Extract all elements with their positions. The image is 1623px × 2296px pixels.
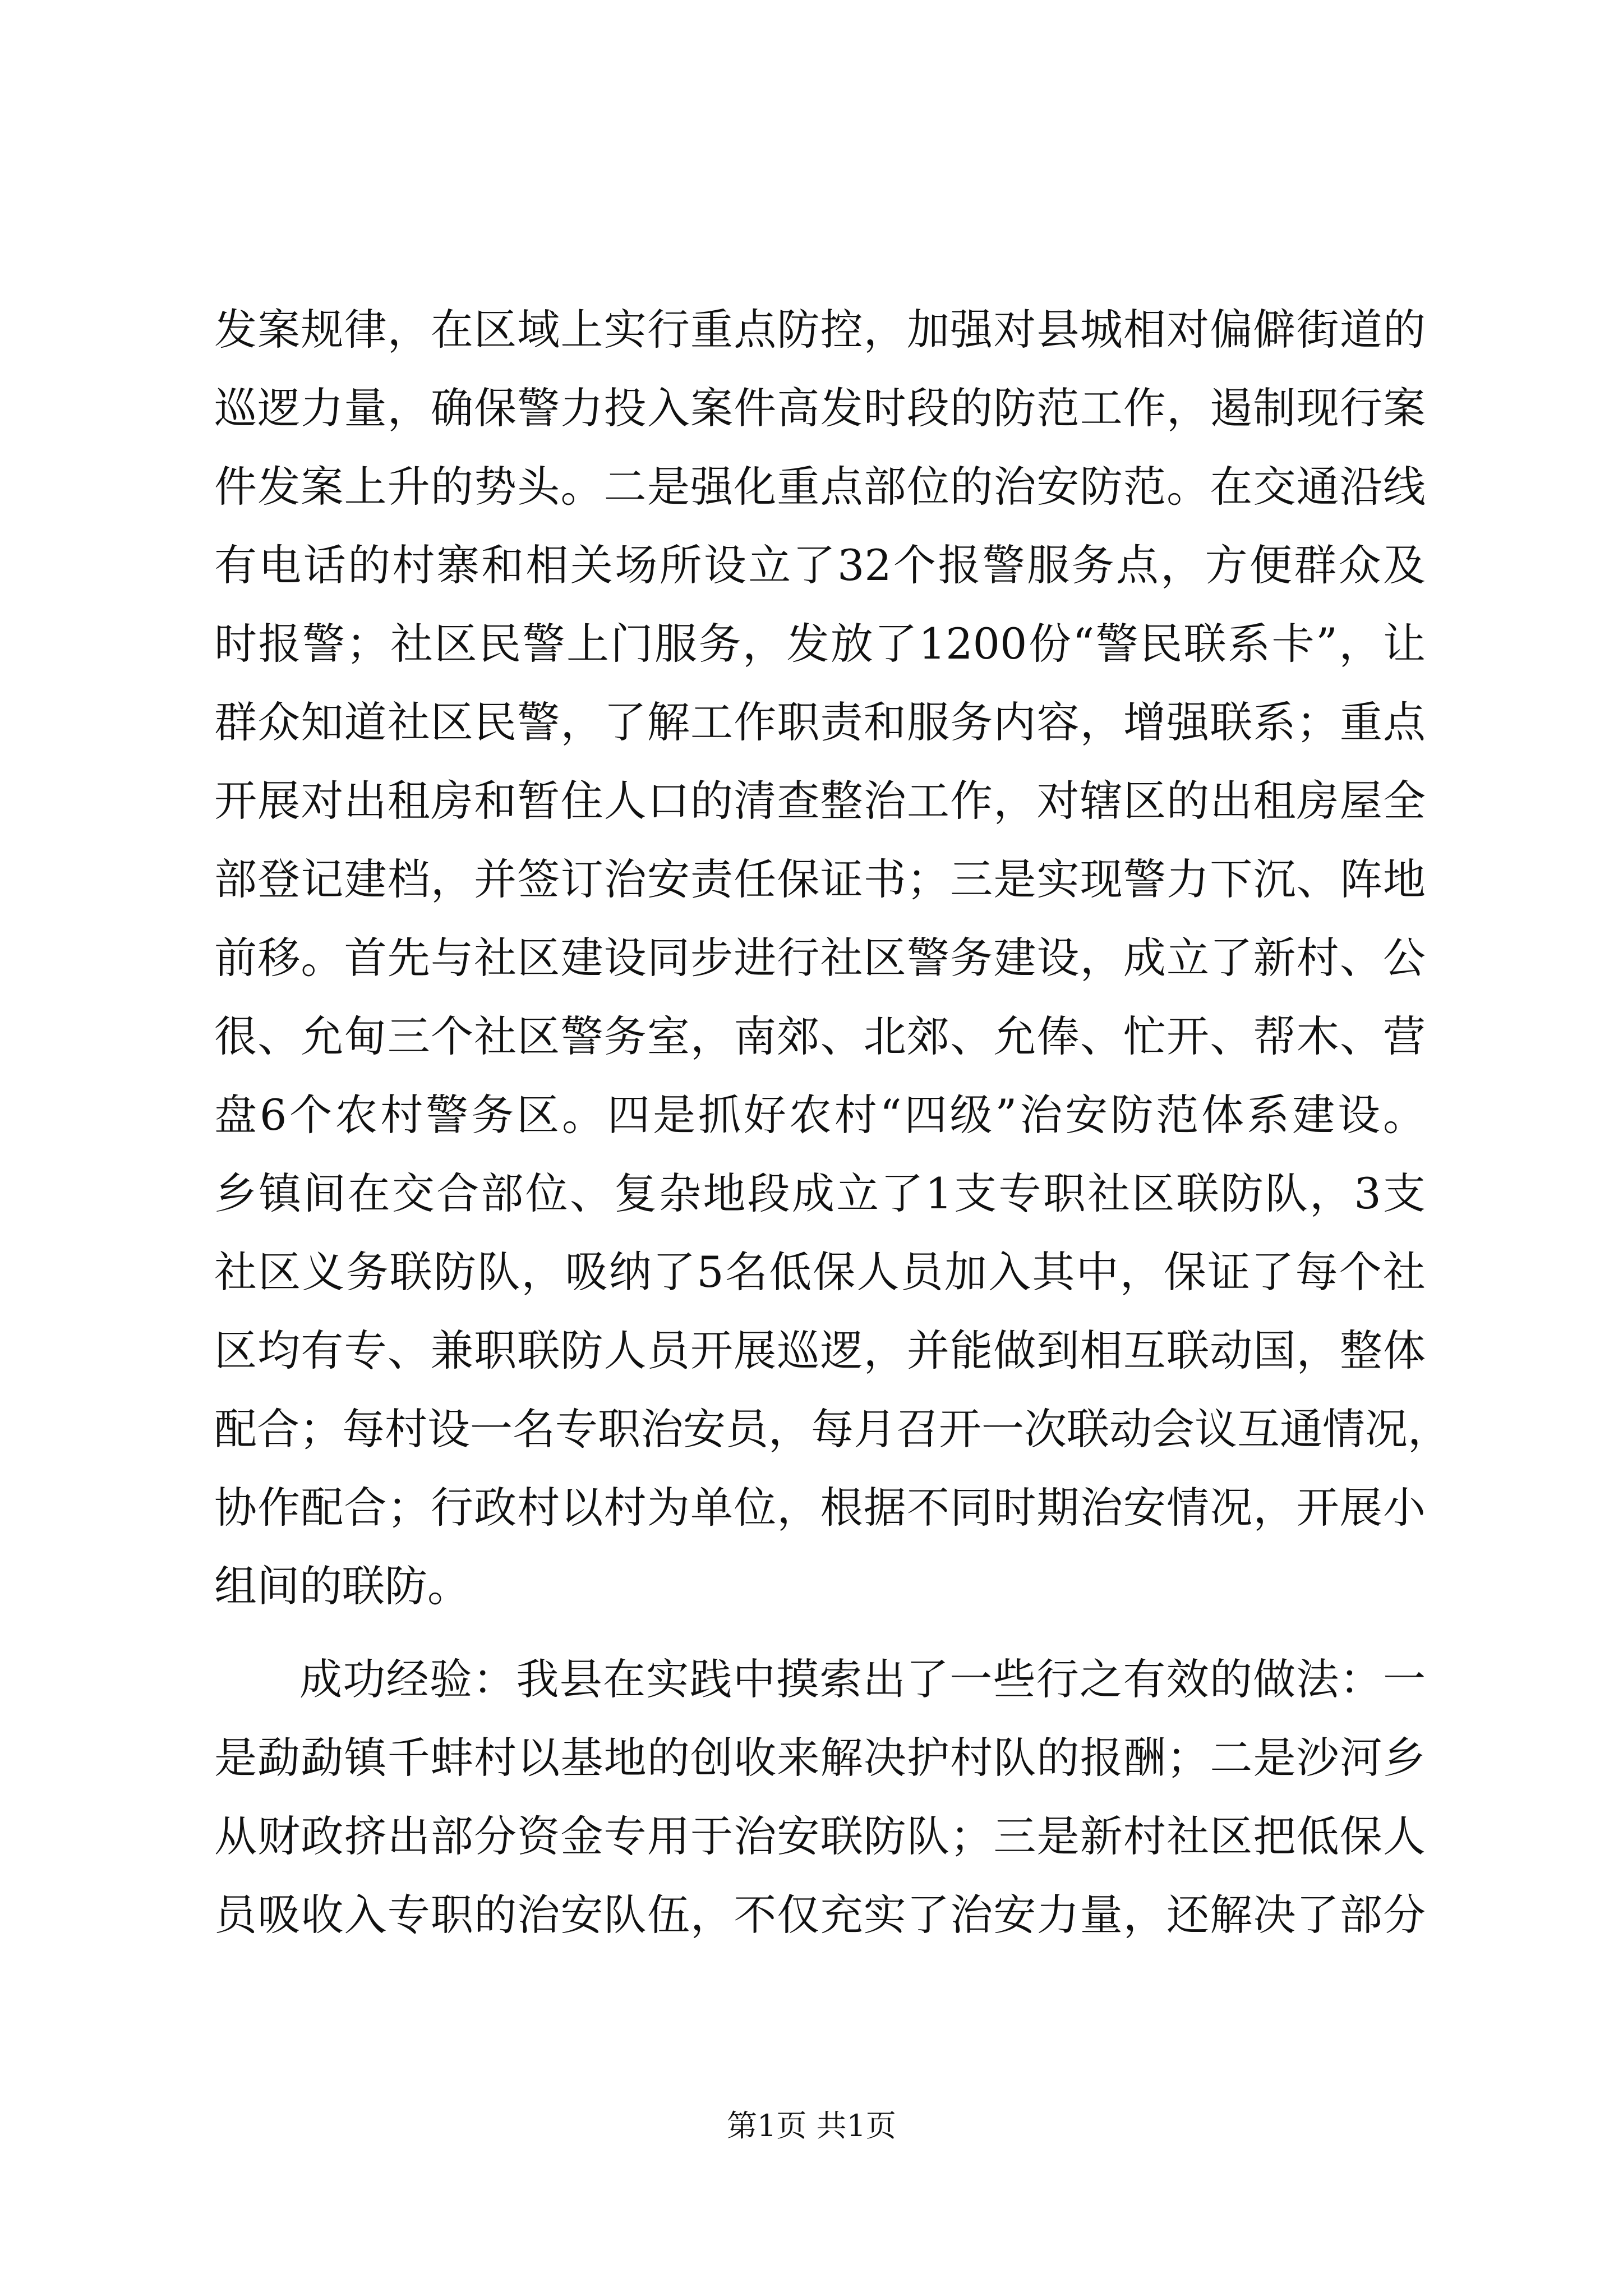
text-line: 盘6个农村警务区。四是抓好农村“四级”治安防范体系建设。	[214, 1090, 1426, 1140]
text-line: 社区义务联防队，吸纳了5名低保人员加入其中，保证了每个社	[214, 1247, 1426, 1297]
text-line: 前移。首先与社区建设同步进行社区警务建设，成立了新村、公	[214, 933, 1426, 983]
text-line: 时报警；社区民警上门服务，发放了1200份“警民联系卡”，让	[214, 619, 1426, 669]
text-line: 区均有专、兼职联防人员开展巡逻，并能做到相互联动国，整体	[214, 1326, 1426, 1375]
text-line: 成功经验：我县在实践中摸索出了一些行之有效的做法：一	[299, 1654, 1426, 1704]
text-line: 开展对出租房和暂住人口的清查整治工作，对辖区的出租房屋全	[214, 776, 1426, 826]
page-number-label: 第1页 共1页	[727, 2108, 896, 2143]
text-line: 从财政挤出部分资金专用于治安联防队；三是新村社区把低保人	[214, 1811, 1426, 1861]
paragraph-1	[214, 291, 1450, 1626]
text-line: 员吸收入专职的治安队伍，不仅充实了治安力量，还解决了部分	[214, 1890, 1426, 1940]
text-line: 组间的联防。	[214, 1561, 470, 1611]
text-line: 有电话的村寨和相关场所设立了32个报警服务点，方便群众及	[214, 540, 1426, 590]
text-line: 很、允甸三个社区警务室，南郊、北郊、允俸、忙开、帮木、营	[214, 1011, 1426, 1061]
paragraph-2	[214, 1640, 1426, 1954]
text-line: 协作配合；行政村以村为单位，根据不同时期治安情况，开展小	[214, 1483, 1426, 1533]
text-line: 配合；每村设一名专职治安员，每月召开一次联动会议互通情况，	[214, 1404, 1450, 1454]
text-line: 是勐勐镇千蚌村以基地的创收来解决护村队的报酬；二是沙河乡	[214, 1733, 1426, 1783]
text-line: 乡镇间在交合部位、复杂地段成立了1支专职社区联防队，3支	[214, 1168, 1426, 1218]
document-body	[214, 291, 1450, 1954]
text-line: 件发案上升的势头。二是强化重点部位的治安防范。在交通沿线	[214, 462, 1426, 512]
text-line: 部登记建档，并签订治安责任保证书；三是实现警力下沉、阵地	[214, 854, 1426, 904]
text-line: 发案规律，在区域上实行重点防控，加强对县城相对偏僻街道的	[214, 305, 1426, 355]
text-line: 群众知道社区民警，了解工作职责和服务内容，增强联系；重点	[214, 697, 1426, 747]
paragraph-gap	[214, 1626, 1426, 1640]
page-footer	[0, 2106, 1623, 2146]
text-line: 巡逻力量，确保警力投入案件高发时段的防范工作，遏制现行案	[214, 383, 1426, 433]
